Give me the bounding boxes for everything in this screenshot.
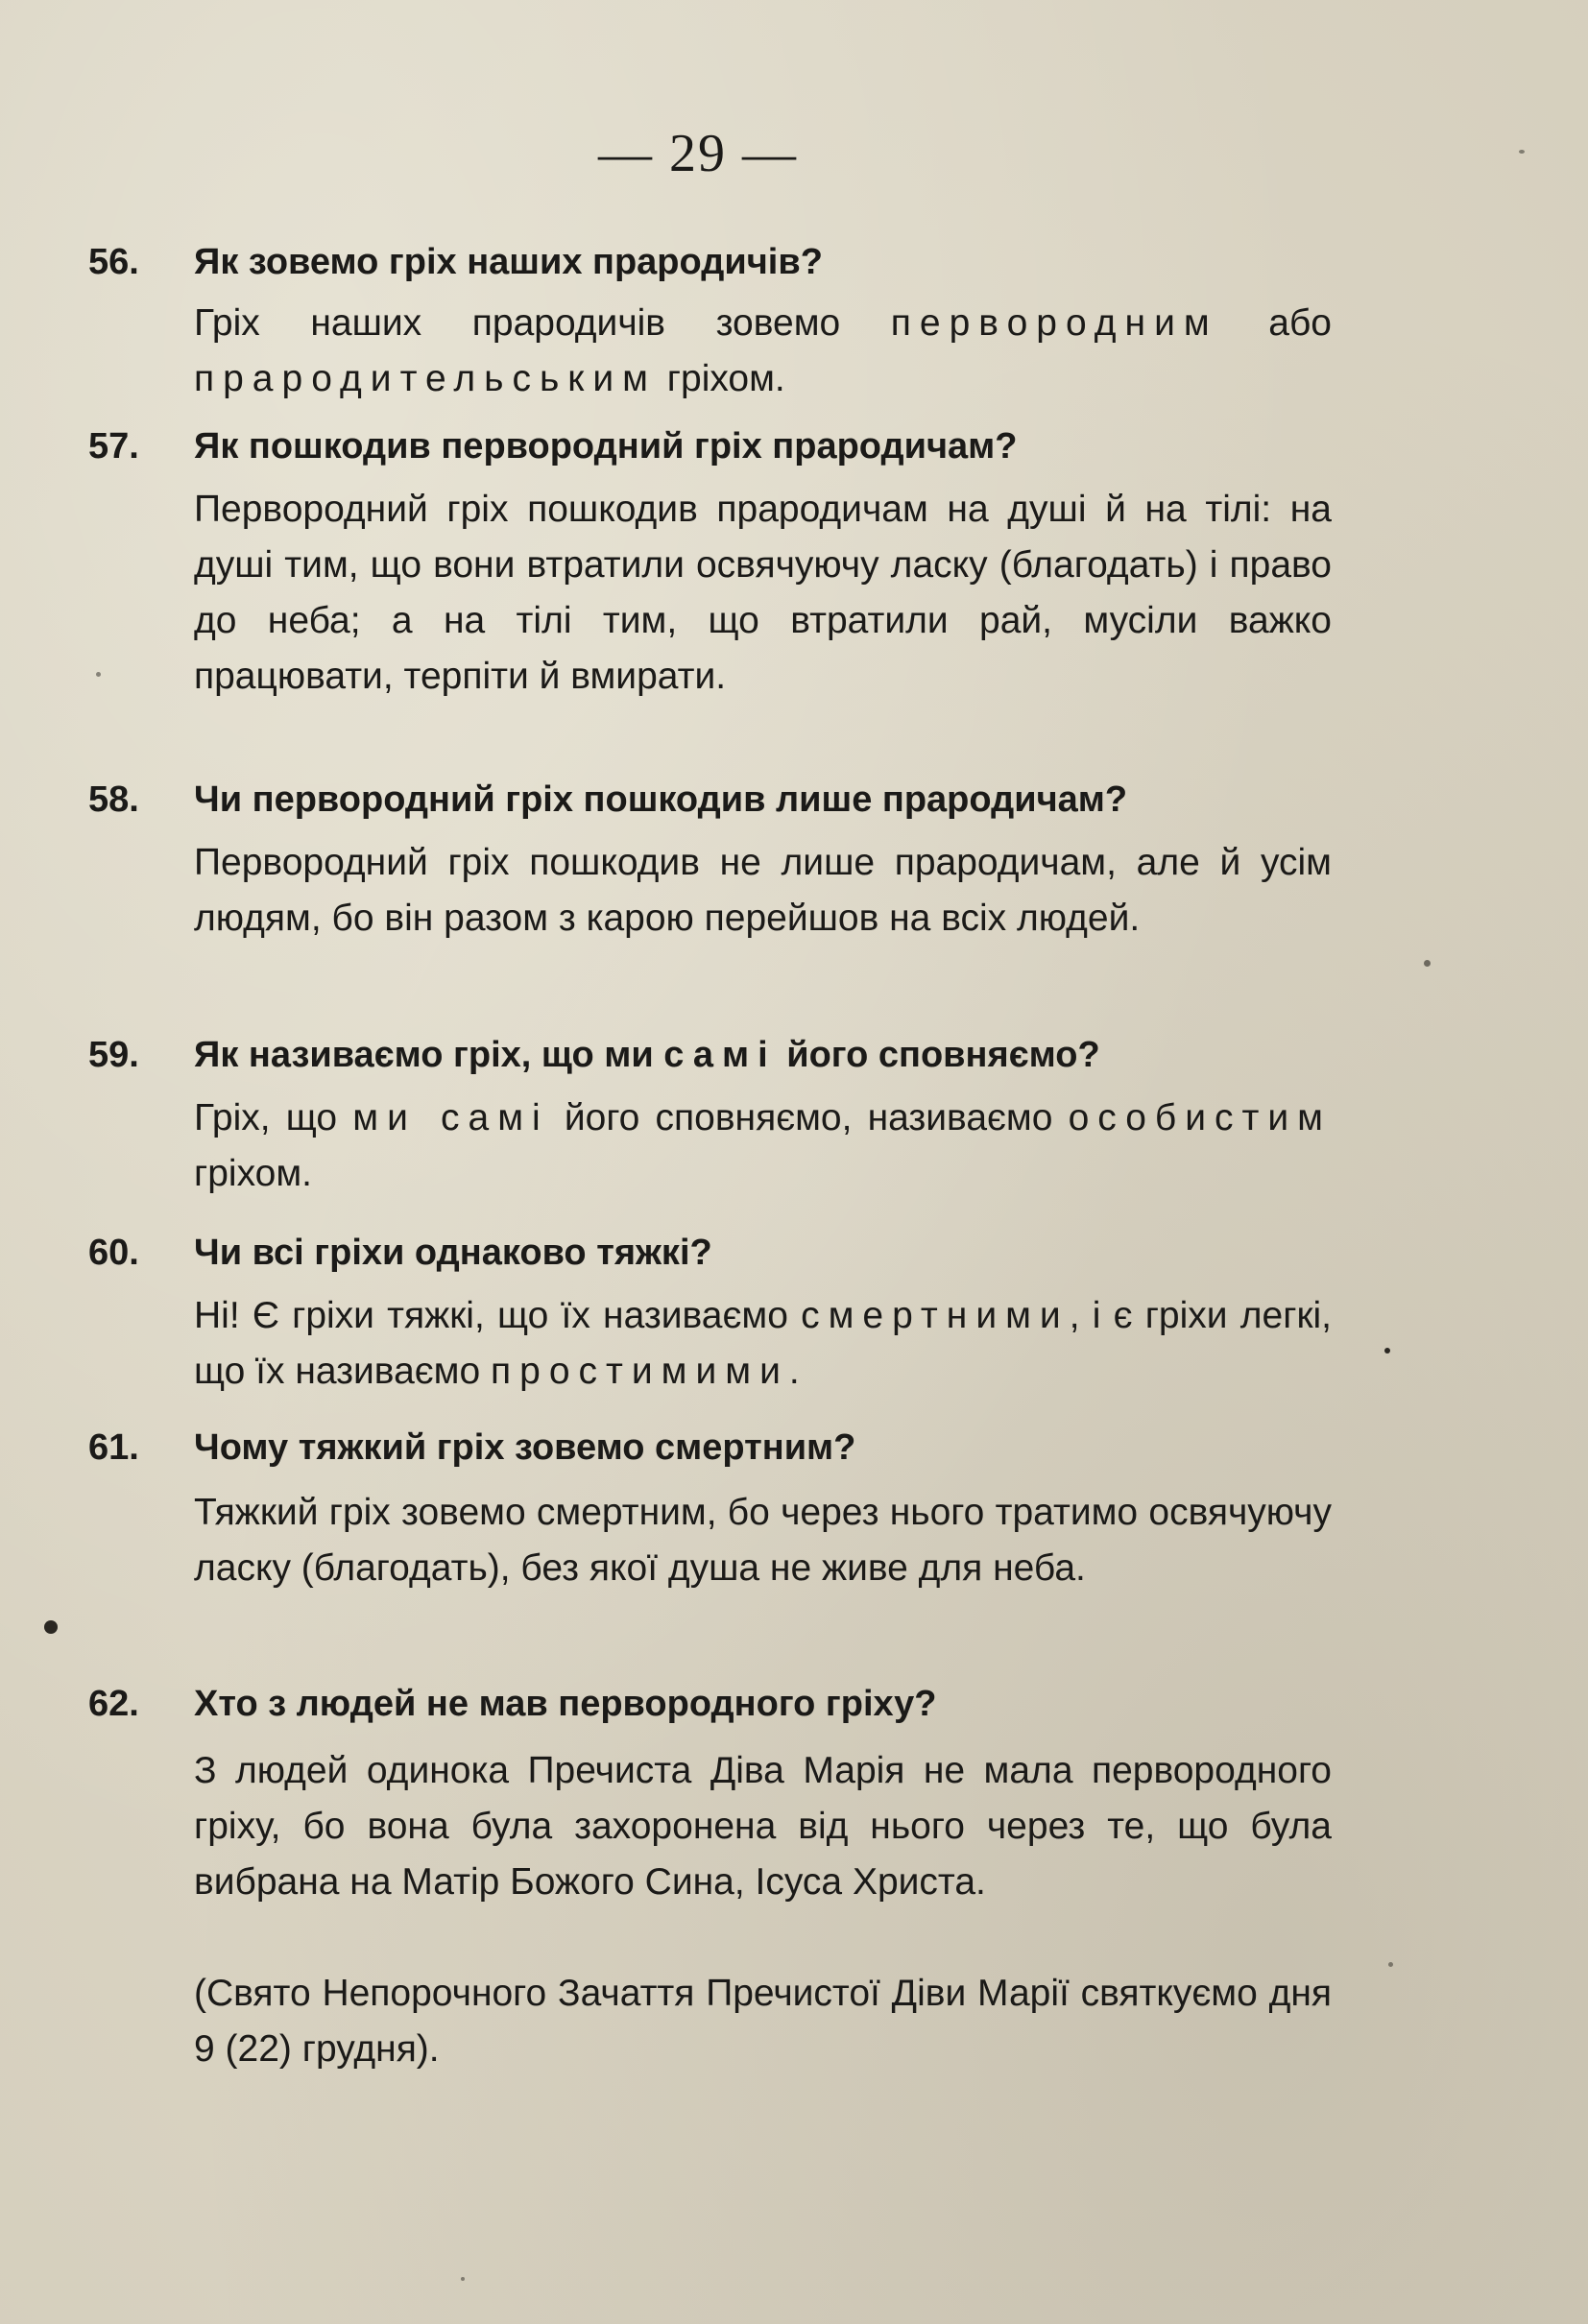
question-text: Чи всі гріхи однаково тяжкі?	[194, 1233, 712, 1273]
answer-text	[194, 1288, 1332, 1400]
text-run: його сповняємо?	[776, 1035, 1100, 1075]
text-run: гріхом.	[194, 1153, 312, 1194]
text-run: Гріх наших прародичів зовемо	[194, 302, 891, 344]
question-text: Хто з людей не мав первородного гріху?	[194, 1684, 937, 1724]
text-run: Ні! Є гріхи тяжкі, що їх називаємо	[194, 1295, 802, 1336]
text-run: Тяжкий гріх зовемо смертним, бо через нього тратимо освячуючу ласку (благодать), без якої душа не живе для неба.	[194, 1492, 1332, 1589]
feast-note: (Свято Непорочного Зачаття Пречистої Діви Марії святкуємо дня 9 (22) грудня).	[194, 1973, 1332, 2070]
answer-text	[194, 482, 1332, 705]
paper-speck	[1424, 960, 1431, 967]
emphasized-term: простимими	[491, 1351, 789, 1392]
text-run: Первородний гріх пошкодив прародичам на душі й на тілі: на душі тим, що вони втратили освячуючу ласку (благодать) і право до неба; а на тілі тим, що втратили рай, мусіли важко працювати, терпіти й вмирати.	[194, 489, 1332, 697]
answer-text	[194, 1090, 1332, 1202]
answer-text	[194, 1485, 1332, 1596]
text-run: Первородний гріх пошкодив не лише прародичам, але й усім людям, бо він разом з карою перейшов на всіх людей.	[194, 842, 1332, 939]
paper-speck	[44, 1620, 58, 1634]
page-number: — 29 —	[598, 124, 798, 183]
text-run: , і є гріхи легкі, що їх називаємо	[194, 1295, 1333, 1392]
question-number: 57.	[88, 426, 139, 467]
answer-text	[194, 296, 1332, 407]
paper-speck	[96, 672, 101, 677]
question-text	[194, 1035, 1332, 1076]
question-text: Як пошкодив первородний гріх прародичам?	[194, 426, 1018, 467]
text-run: його сповняємо, називаємо	[548, 1097, 1069, 1138]
paper-speck	[461, 2277, 465, 2281]
question-text: Чому тяжкий гріх зовемо смертним?	[194, 1427, 856, 1468]
question-number: 62.	[88, 1684, 139, 1724]
emphasized-term: самі	[663, 1035, 777, 1075]
paper-speck	[1388, 1962, 1393, 1967]
question-text: Як зовемо гріх наших прародичів?	[194, 242, 823, 282]
emphasized-term: ми самі	[352, 1097, 549, 1138]
text-run: або	[1217, 302, 1332, 344]
paper-speck	[1384, 1348, 1390, 1354]
question-number: 61.	[88, 1427, 139, 1468]
text-run: Гріх, що	[194, 1097, 353, 1138]
answer-text	[194, 1743, 1332, 1910]
question-number: 60.	[88, 1233, 139, 1273]
paper-speck	[1519, 150, 1525, 154]
emphasized-term: прародительським	[194, 358, 657, 399]
text-run: .	[788, 1351, 800, 1392]
question-number: 56.	[88, 242, 139, 282]
text-run: Як називаємо гріх, що ми	[194, 1035, 664, 1075]
text-run: гріхом.	[656, 358, 785, 399]
question-number: 58.	[88, 779, 139, 820]
question-number: 59.	[88, 1035, 139, 1075]
emphasized-term: особистим	[1068, 1097, 1332, 1138]
question-text: Чи первородний гріх пошкодив лише прародичам?	[194, 779, 1128, 820]
emphasized-term: смертними	[801, 1295, 1070, 1336]
emphasized-term: первородним	[890, 302, 1218, 344]
text-run: З людей одинока Пречиста Діва Марія не мала первородного гріху, бо вона була захоронена від нього через те, що була вибрана на Матір Божого Сина, Ісуса Христа.	[194, 1750, 1332, 1903]
answer-text	[194, 835, 1332, 946]
